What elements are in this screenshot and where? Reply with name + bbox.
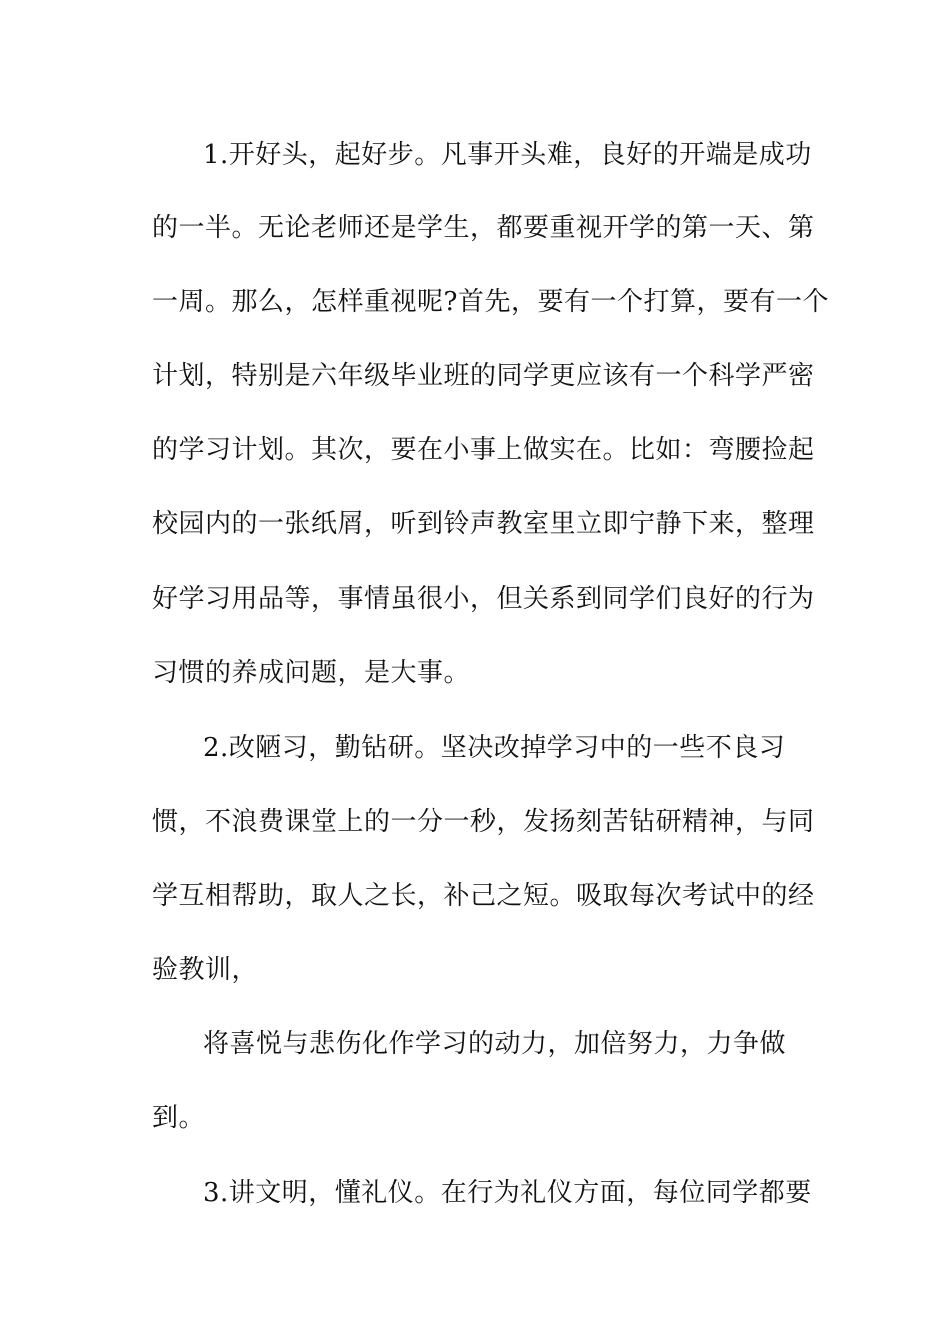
paragraph-2-line-4: 验教训，: [152, 955, 259, 985]
paragraph-3-line-2: 到。: [152, 1103, 206, 1133]
paragraph-1-line-2: 的一半。无论老师还是学生，都要重视开学的第一天、第: [152, 213, 815, 243]
paragraph-1-line-3: 一周。那么，怎样重视呢?首先，要有一个打算，要有一个: [152, 287, 829, 317]
paragraph-1-line-5: 的学习计划。其次，要在小事上做实在。比如：弯腰捡起: [152, 435, 815, 465]
paragraph-2-line-2: 惯，不浪费课堂上的一分一秒，发扬刻苦钻研精神，与同: [152, 807, 815, 837]
paragraph-1-line-4: 计划，特别是六年级毕业班的同学更应该有一个科学严密: [152, 361, 815, 391]
paragraph-4-line-1: 3.讲文明，懂礼仪。在行为礼仪方面，每位同学都要: [203, 1178, 812, 1208]
paragraph-1-line-1: 1.开好头，起好步。凡事开头难，良好的开端是成功: [203, 140, 812, 170]
paragraph-2-line-1: 2.改陋习，勤钻研。坚决改掉学习中的一些不良习: [203, 733, 786, 763]
paragraph-2-line-3: 学互相帮助，取人之长，补己之短。吸取每次考试中的经: [152, 881, 815, 911]
paragraph-1-line-7: 好学习用品等，事情虽很小，但关系到同学们良好的行为: [152, 584, 815, 614]
paragraph-3-line-1: 将喜悦与悲伤化作学习的动力，加倍努力，力争做: [203, 1029, 787, 1059]
paragraph-1-line-8: 习惯的养成问题，是大事。: [152, 658, 471, 688]
paragraph-1-line-6: 校园内的一张纸屑，听到铃声教室里立即宁静下来，整理: [152, 509, 815, 539]
